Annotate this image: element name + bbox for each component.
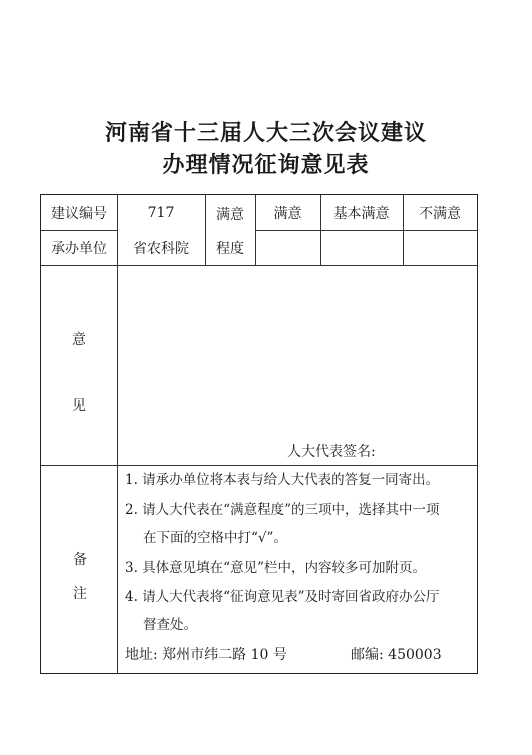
checkbox-unsatisfied[interactable] (403, 230, 477, 265)
opinion-label-top: 意 (72, 332, 86, 348)
opinion-table (40, 194, 478, 674)
proposal-no-value: 717 (147, 204, 175, 221)
unit-label: 承办单位 (51, 240, 107, 257)
remarks-label-bottom: 注 (73, 586, 87, 602)
opinion-label-bottom: 见 (72, 398, 86, 414)
note-3: 3. 具体意见填在“意见”栏中，内容较多可加附页。 (125, 560, 426, 576)
satisfaction-label-top: 满意 (216, 207, 244, 223)
unit-value: 省农科院 (133, 240, 189, 257)
opinion-input-area[interactable] (118, 266, 476, 436)
proposal-no-label: 建议编号 (51, 205, 107, 222)
option-satisfied: 满意 (273, 205, 302, 222)
remarks-label-top: 备 (73, 552, 87, 568)
note-2: 2. 请人大代表在“满意程度”的三项中，选择其中一项 (125, 502, 440, 518)
form-title-line2: 办理情况征询意见表 (162, 152, 370, 178)
signature-label: 人大代表签名: (287, 444, 376, 460)
divider (41, 465, 477, 466)
checkbox-basically-satisfied[interactable] (320, 230, 403, 265)
note-4-continued: 督查处。 (143, 617, 197, 633)
form-title-line1: 河南省十三届人大三次会议建议 (104, 120, 427, 146)
postcode-text: 邮编: 450003 (351, 647, 442, 663)
option-basically-satisfied: 基本满意 (333, 205, 390, 222)
checkbox-satisfied[interactable] (255, 230, 320, 265)
option-unsatisfied: 不满意 (419, 205, 461, 222)
note-1: 1. 请承办单位将本表与给人大代表的答复一同寄出。 (125, 472, 440, 488)
address-text: 地址: 郑州市纬二路 10 号 (125, 647, 287, 663)
satisfaction-label-bottom: 程度 (216, 241, 244, 257)
note-4: 4. 请人大代表将“征询意见表”及时寄回省政府办公厅 (125, 589, 440, 605)
note-2-continued: 在下面的空格中打“√”。 (143, 530, 287, 546)
